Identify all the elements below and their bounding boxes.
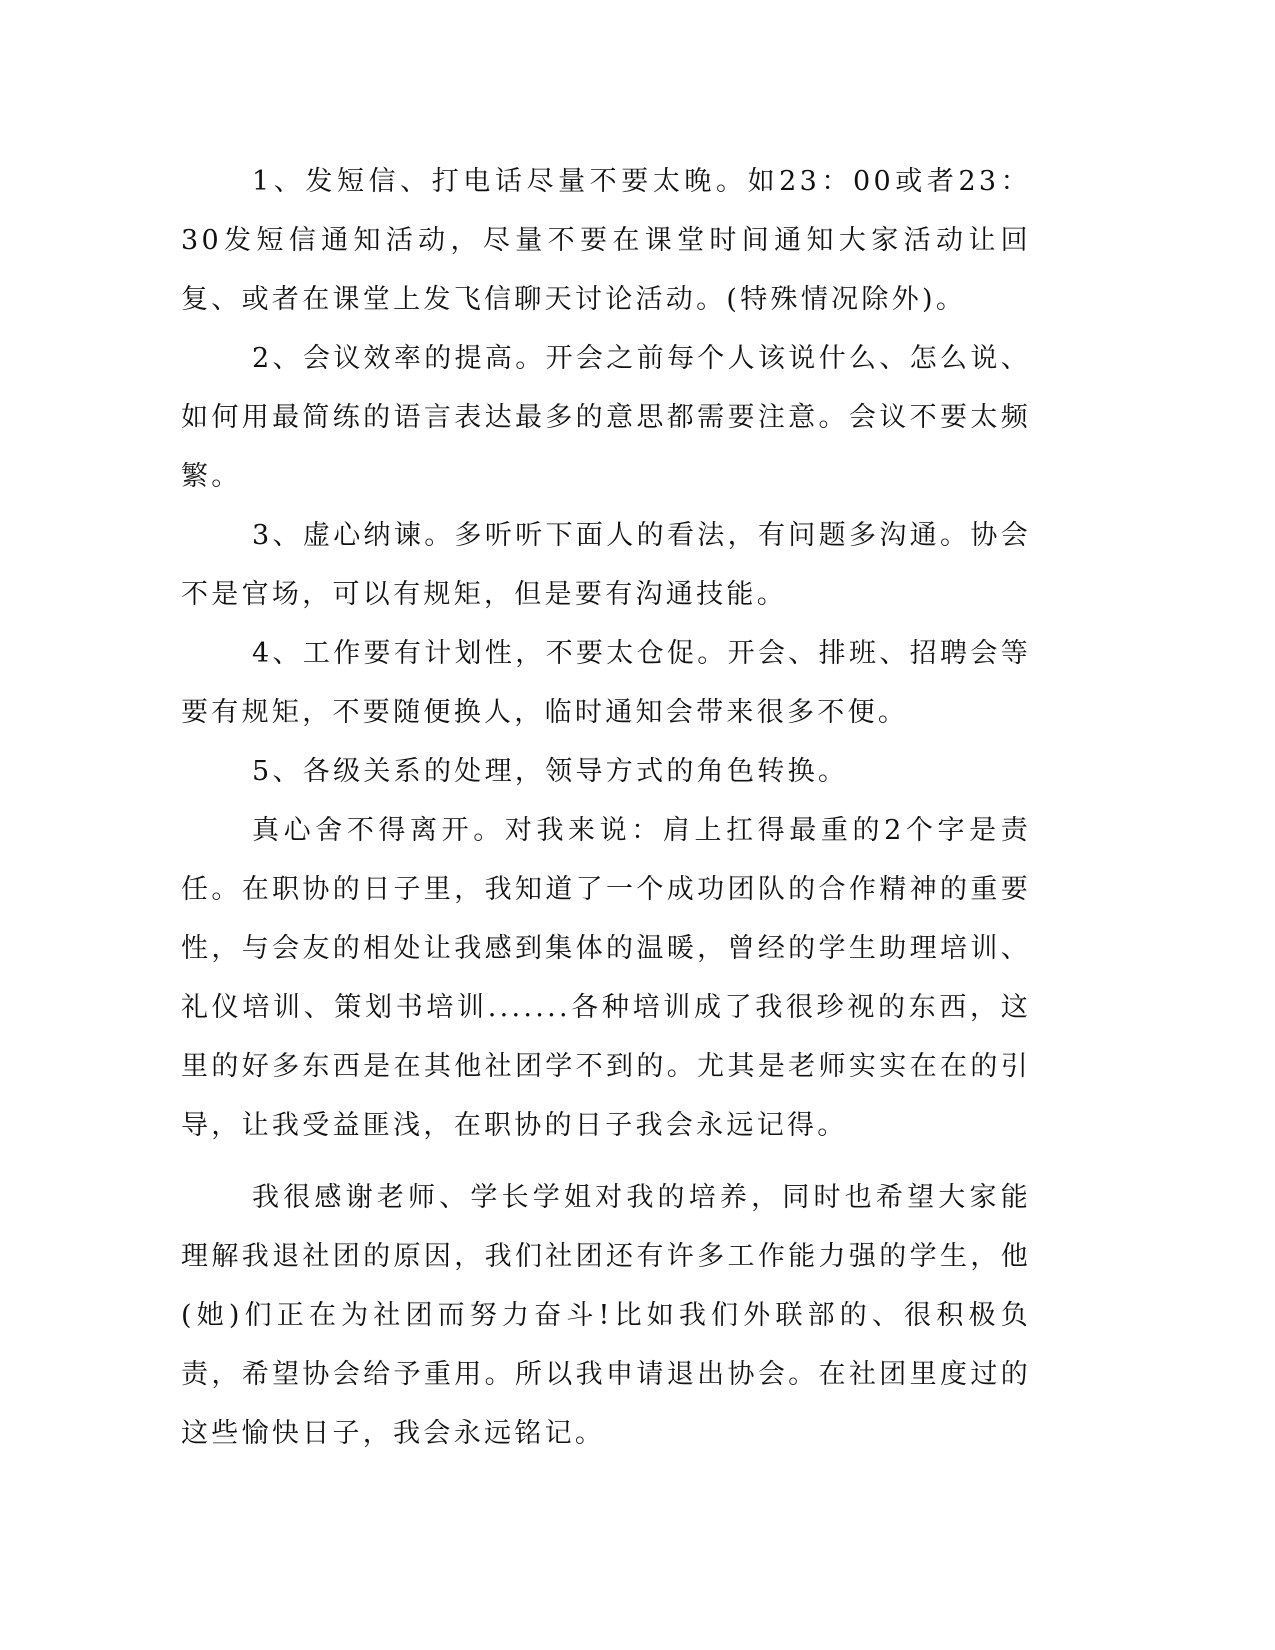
- paragraph-thanks: 我很感谢老师、学长学姐对我的培养，同时也希望大家能理解我退社团的原因，我们社团还有许多工作能力强的学生，他(她)们正在为社团而努力奋斗!比如我们外联部的、很积极负责，希望协会给予重用。所以我申请退出协会。在社团里度过的这些愉快日子，我会永远铭记。: [181, 1182, 1031, 1449]
- document-page: [181, 152, 1031, 1463]
- paragraph-item-4: 4、工作要有计划性，不要太仓促。开会、排班、招聘会等要有规矩，不要随便换人，临时通知会带来很多不便。: [181, 638, 1031, 728]
- paragraph-item-5: 5、各级关系的处理，领导方式的角色转换。: [252, 756, 849, 787]
- paragraph-reluctance: 真心舍不得离开。对我来说：肩上扛得最重的2个字是责任。在职协的日子里，我知道了一个成功团队的合作精神的重要性，与会友的相处让我感到集体的温暖，曾经的学生助理培训、礼仪培训、策划书培训.......各种培训成了我很珍视的东西，这里的好多东西是在其他社团学不到的。尤其是老师实实在在的引导，让我受益匪浅，在职协的日子我会永远记得。: [181, 815, 1031, 1141]
- paragraph-item-1: 1、发短信、打电话尽量不要太晚。如23：00或者23：30发短信通知活动，尽量不要在课堂时间通知大家活动让回复、或者在课堂上发飞信聊天讨论活动。(特殊情况除外)。: [181, 166, 1031, 315]
- paragraph-item-2: 2、会议效率的提高。开会之前每个人该说什么、怎么说、如何用最简练的语言表达最多的意思都需要注意。会议不要太频繁。: [181, 343, 1031, 492]
- paragraph-item-3: 3、虚心纳谏。多听听下面人的看法，有问题多沟通。协会不是官场，可以有规矩，但是要有沟通技能。: [181, 520, 1031, 610]
- paragraph-gap: [181, 1155, 1031, 1168]
